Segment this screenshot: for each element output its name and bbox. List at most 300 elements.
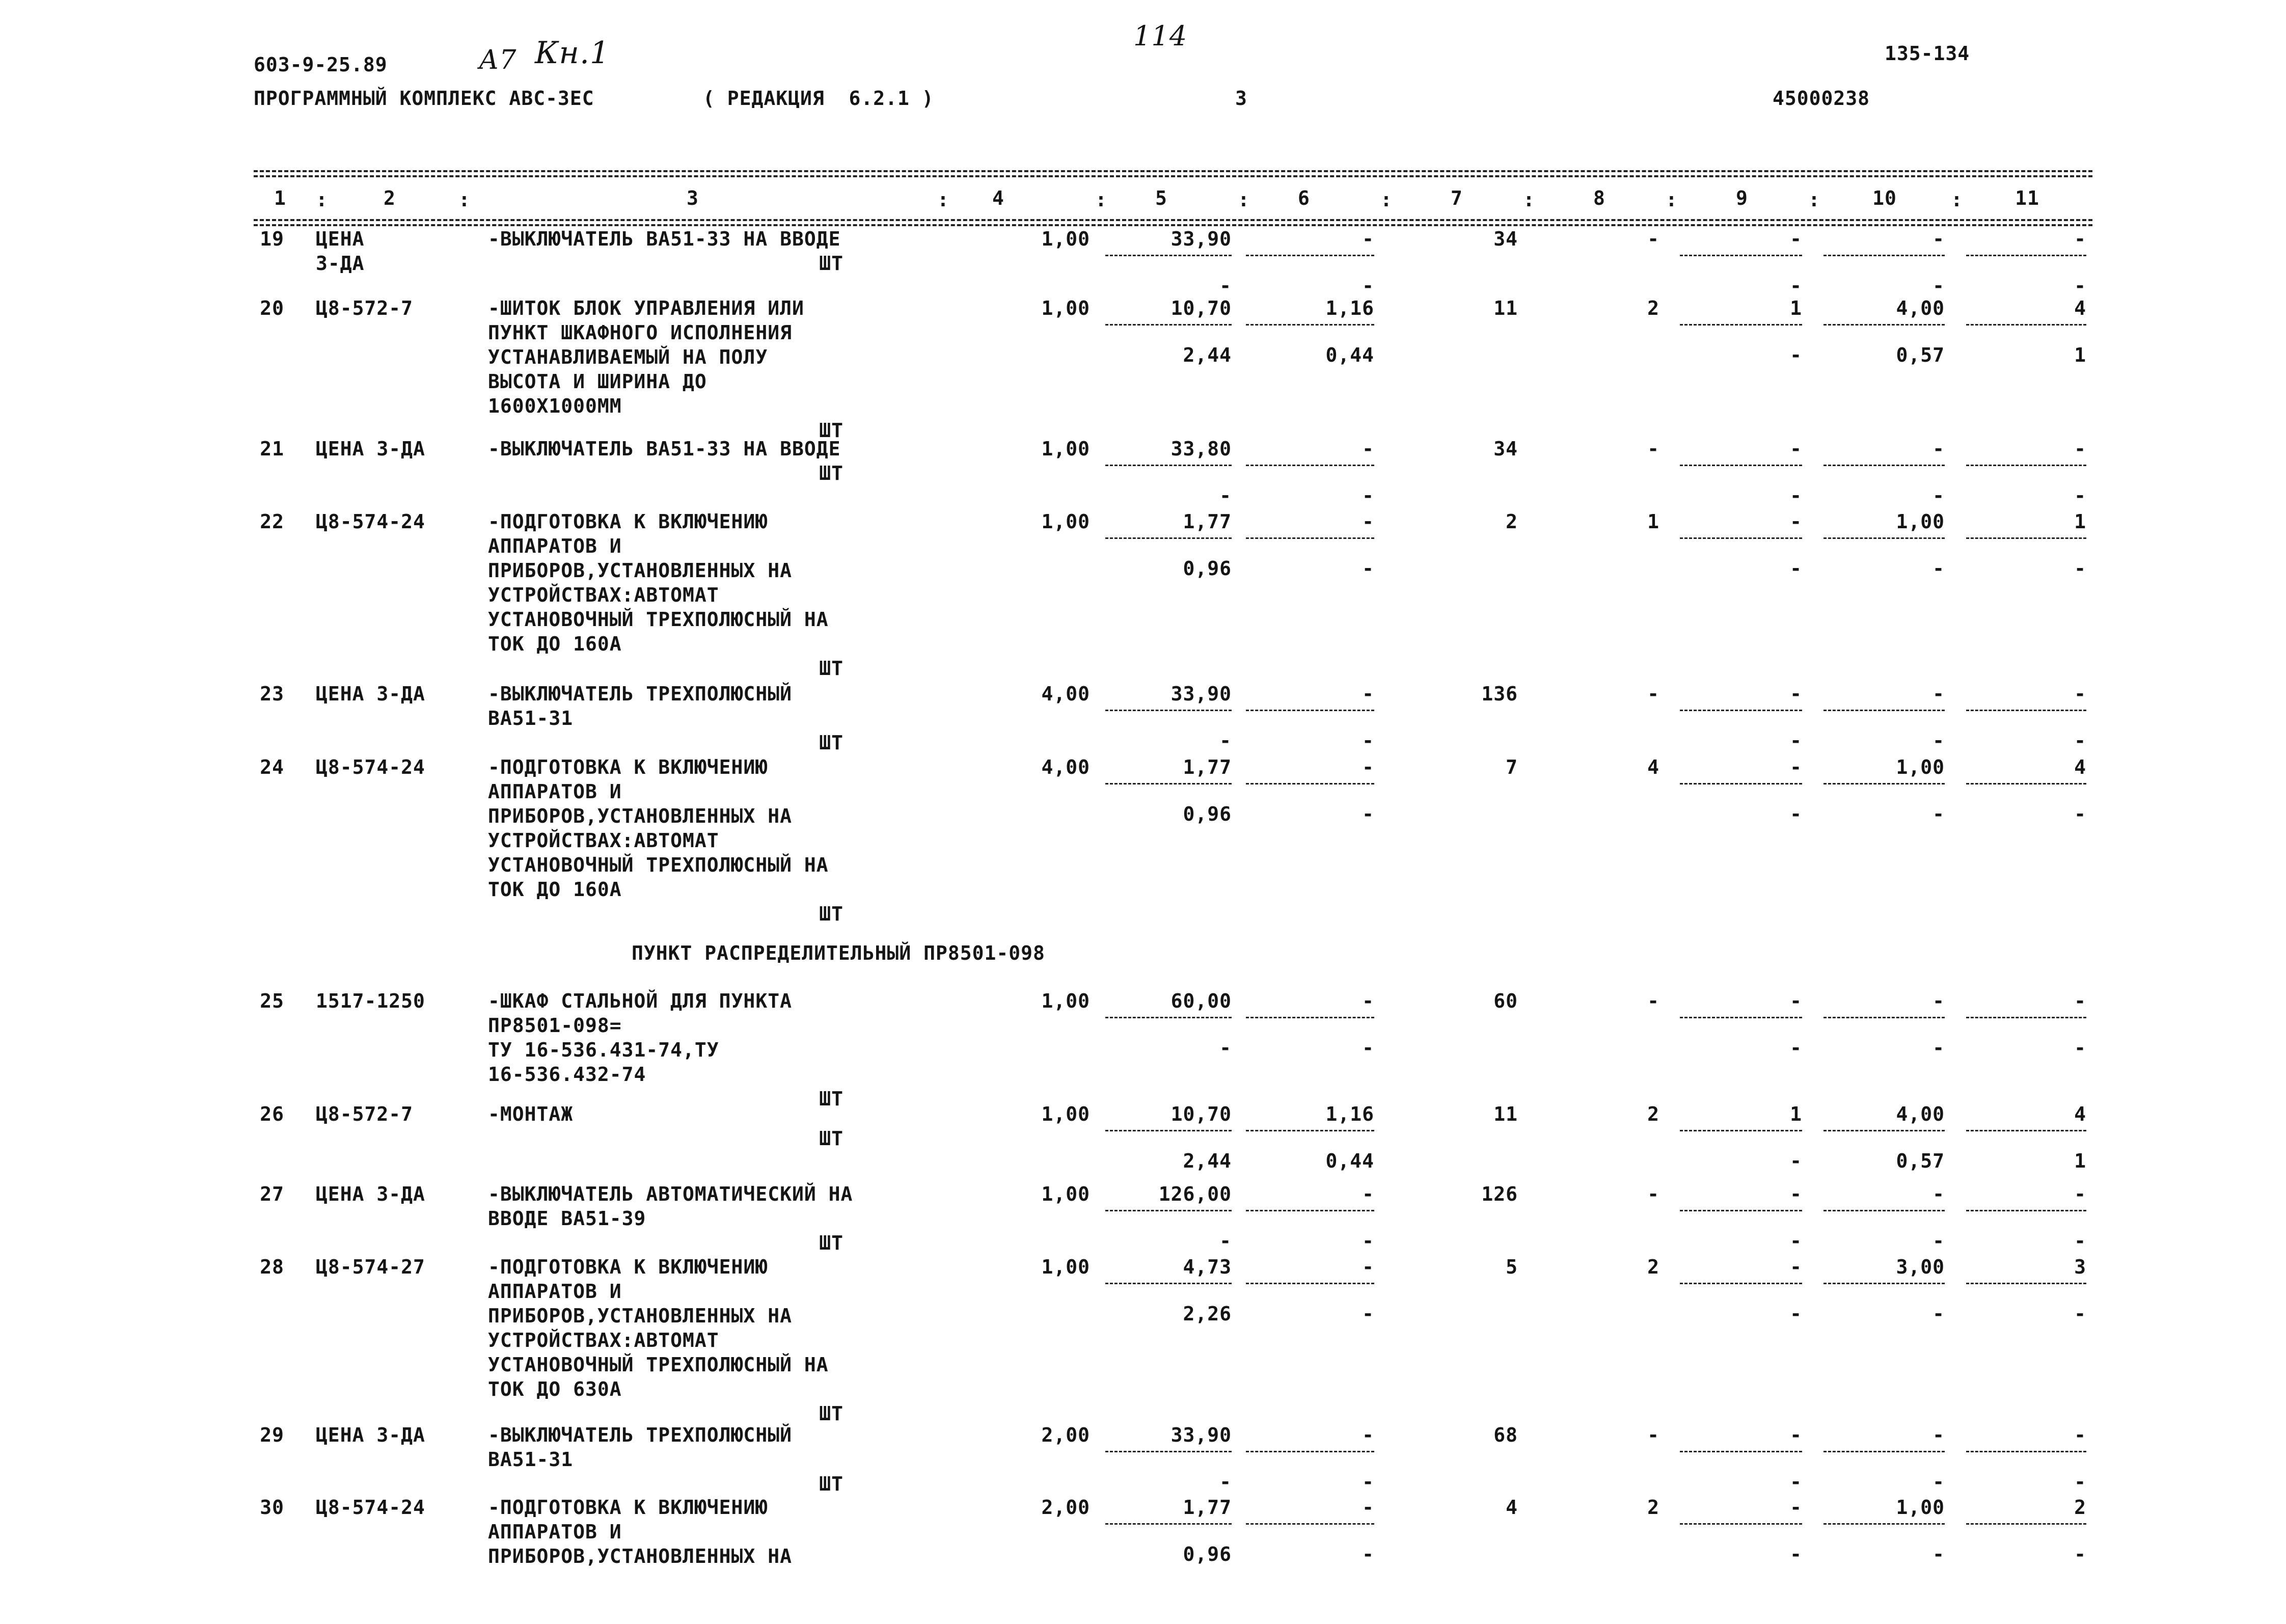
col9-sub: - — [1790, 1543, 1802, 1565]
table-top-rule-2 — [254, 175, 2092, 177]
unit-cost-wage: 0,96 — [1183, 1543, 1232, 1565]
col9-sub: - — [1790, 1150, 1802, 1172]
resource-code: ЦЕНА — [316, 228, 365, 250]
column-separator: : — [1808, 188, 1820, 211]
column-header-6: 6 — [1298, 187, 1310, 209]
machine-labor: - — [1933, 1230, 1945, 1252]
total-labor: 4 — [2074, 1103, 2086, 1125]
header-bottom-rule-2 — [254, 224, 2092, 226]
machine-labor: - — [1933, 1543, 1945, 1565]
column-separator: : — [1238, 188, 1249, 211]
col9-value: 1 — [1790, 297, 1802, 319]
subtotal-rule — [1246, 710, 1374, 711]
item-description: АППАРАТОВ И — [488, 780, 622, 803]
item-description: -МОНТАЖ — [488, 1103, 574, 1125]
total-labor: 1 — [2074, 510, 2086, 533]
item-description: УСТРОЙСТВАХ:АВТОМАТ — [488, 584, 719, 606]
row-number: 28 — [260, 1256, 284, 1278]
labor-hours: 4,00 — [1896, 297, 1945, 319]
total-labor: - — [2074, 1424, 2086, 1446]
subtotal-rule — [1966, 783, 2086, 784]
total-cost: 2 — [1506, 510, 1518, 533]
subtotal-rule — [1680, 537, 1802, 539]
col9-value: - — [1790, 438, 1802, 460]
total-cost: 34 — [1493, 228, 1518, 250]
total-labor: - — [2074, 438, 2086, 460]
page-no: 3 — [1235, 87, 1247, 110]
subtotal-rule — [1246, 783, 1374, 784]
col9-value: - — [1790, 1183, 1802, 1205]
item-description: -ПОДГОТОВКА К ВКЛЮЧЕНИЮ — [488, 1256, 768, 1278]
column-header-11: 11 — [2015, 187, 2039, 209]
col9-value: 1 — [1790, 1103, 1802, 1125]
table-top-rule — [254, 170, 2092, 172]
labor-hours: - — [1933, 438, 1945, 460]
quantity: 1,00 — [1041, 990, 1090, 1012]
item-description: ТОК ДО 630А — [488, 1378, 622, 1400]
quantity: 1,00 — [1041, 228, 1090, 250]
total-wage: 2 — [1647, 1256, 1659, 1278]
unit-cost: 33,90 — [1171, 1424, 1232, 1446]
item-description: -ВЫКЛЮЧАТЕЛЬ ТРЕХПОЛЮСНЫЙ — [488, 683, 792, 705]
subtotal-rule — [1105, 537, 1232, 539]
total-wage: 1 — [1647, 510, 1659, 533]
machine-labor: - — [1933, 1303, 1945, 1325]
unit-cost-wage: 2,26 — [1183, 1303, 1232, 1325]
subtotal-rule — [1246, 1210, 1374, 1211]
wage-cost: - — [1362, 683, 1374, 705]
column-separator: : — [937, 188, 949, 211]
labor-hours: 1,00 — [1896, 1496, 1945, 1519]
total-machine-labor: 1 — [2074, 344, 2086, 366]
wage-cost: - — [1362, 1496, 1374, 1519]
total-wage: - — [1647, 228, 1659, 250]
subtotal-rule — [1105, 710, 1232, 711]
resource-code: Ц8-574-24 — [316, 1496, 425, 1519]
subtotal-rule — [1246, 1017, 1374, 1018]
unit-cost-wage: - — [1219, 1471, 1232, 1493]
machine-labor: 0,57 — [1896, 344, 1945, 366]
item-description: УСТРОЙСТВАХ:АВТОМАТ — [488, 829, 719, 852]
row-number: 27 — [260, 1183, 284, 1205]
item-description: УСТАНОВОЧНЫЙ ТРЕХПОЛЮСНЫЙ НА — [488, 1354, 829, 1376]
row-number: 24 — [260, 756, 284, 778]
unit-of-measure: ШТ — [819, 1473, 843, 1495]
subtotal-rule — [1680, 1130, 1802, 1131]
labor-hours: 3,00 — [1896, 1256, 1945, 1278]
machine-labor: - — [1933, 484, 1945, 507]
column-separator: : — [1666, 188, 1677, 211]
quantity: 1,00 — [1041, 510, 1090, 533]
unit-cost: 60,00 — [1171, 990, 1232, 1012]
total-machine-labor: - — [2074, 1037, 2086, 1059]
column-header-7: 7 — [1451, 187, 1463, 209]
unit-of-measure: ШТ — [819, 732, 843, 754]
column-separator: : — [316, 188, 328, 211]
column-separator: : — [1380, 188, 1392, 211]
item-description: ТОК ДО 160А — [488, 878, 622, 901]
unit-cost-wage: 2,44 — [1183, 344, 1232, 366]
total-wage: - — [1647, 683, 1659, 705]
machine-wage: - — [1362, 275, 1374, 297]
item-description: ВЫСОТА И ШИРИНА ДО — [488, 370, 707, 393]
col9-value: - — [1790, 756, 1802, 778]
resource-code: Ц8-574-24 — [316, 756, 425, 778]
total-labor: - — [2074, 990, 2086, 1012]
item-description: -ВЫКЛЮЧАТЕЛЬ ВА51-33 НА ВВОДЕ — [488, 228, 841, 250]
wage-cost: - — [1362, 510, 1374, 533]
unit-of-measure: ШТ — [819, 1088, 843, 1110]
subtotal-rule — [1966, 1210, 2086, 1211]
subtotal-rule — [1966, 1451, 2086, 1452]
row-number: 26 — [260, 1103, 284, 1125]
edition: ( РЕДАКЦИЯ 6.2.1 ) — [703, 87, 934, 110]
total-machine-labor: - — [2074, 729, 2086, 752]
unit-of-measure: ШТ — [819, 1127, 843, 1150]
quantity: 1,00 — [1041, 1183, 1090, 1205]
unit-cost: 1,77 — [1183, 1496, 1232, 1519]
total-machine-labor: - — [2074, 1230, 2086, 1252]
column-separator: : — [1523, 188, 1535, 211]
subtotal-rule — [1105, 1210, 1232, 1211]
col9-value: - — [1790, 1496, 1802, 1519]
machine-wage: 0,44 — [1325, 344, 1374, 366]
wage-cost: 1,16 — [1325, 1103, 1374, 1125]
col9-sub: - — [1790, 484, 1802, 507]
labor-hours: - — [1933, 990, 1945, 1012]
quantity: 1,00 — [1041, 1256, 1090, 1278]
row-number: 30 — [260, 1496, 284, 1519]
labor-hours: 4,00 — [1896, 1103, 1945, 1125]
subtotal-rule — [1824, 255, 1945, 256]
subtotal-rule — [1246, 255, 1374, 256]
item-description: ТУ 16-536.431-74,ТУ — [488, 1039, 719, 1061]
total-machine-labor: - — [2074, 484, 2086, 507]
subtotal-rule — [1966, 537, 2086, 539]
subtotal-rule — [1824, 1283, 1945, 1284]
subtotal-rule — [1105, 1283, 1232, 1284]
subtotal-rule — [1680, 783, 1802, 784]
col9-sub: - — [1790, 803, 1802, 825]
total-machine-labor: - — [2074, 275, 2086, 297]
col9-value: - — [1790, 683, 1802, 705]
column-header-1: 1 — [274, 187, 286, 209]
item-description: ВА51-31 — [488, 707, 574, 729]
row-number: 29 — [260, 1424, 284, 1446]
item-description: -ВЫКЛЮЧАТЕЛЬ ТРЕХПОЛЮСНЫЙ — [488, 1424, 792, 1446]
machine-labor: 0,57 — [1896, 1150, 1945, 1172]
subtotal-rule — [1966, 255, 2086, 256]
total-labor: - — [2074, 228, 2086, 250]
subtotal-rule — [1966, 1283, 2086, 1284]
unit-of-measure: ШТ — [819, 1232, 843, 1254]
total-wage: 2 — [1647, 297, 1659, 319]
item-description: 16-536.432-74 — [488, 1063, 646, 1086]
column-separator: : — [1951, 188, 1963, 211]
unit-cost: 33,90 — [1171, 683, 1232, 705]
subtotal-rule — [1105, 255, 1232, 256]
row-number: 19 — [260, 228, 284, 250]
resource-code: Ц8-572-7 — [316, 297, 414, 319]
row-number: 21 — [260, 438, 284, 460]
machine-wage: 0,44 — [1325, 1150, 1374, 1172]
subtotal-rule — [1680, 1017, 1802, 1018]
album-mark: А7 — [479, 45, 517, 75]
total-cost: 7 — [1506, 756, 1518, 778]
item-description: АППАРАТОВ И — [488, 1280, 622, 1303]
quantity: 4,00 — [1041, 683, 1090, 705]
total-wage: - — [1647, 438, 1659, 460]
header-bottom-rule — [254, 219, 2092, 221]
resource-code: ЦЕНА 3-ДА — [316, 1424, 425, 1446]
subtotal-rule — [1824, 1523, 1945, 1525]
resource-code: ЦЕНА 3-ДА — [316, 683, 425, 705]
machine-wage: - — [1362, 1471, 1374, 1493]
total-machine-labor: - — [2074, 1471, 2086, 1493]
subtotal-rule — [1824, 537, 1945, 539]
item-description: ТОК ДО 160А — [488, 633, 622, 655]
column-header-3: 3 — [687, 187, 699, 209]
machine-labor: - — [1933, 275, 1945, 297]
wage-cost: - — [1362, 1183, 1374, 1205]
item-description: ПРИБОРОВ,УСТАНОВЛЕННЫХ НА — [488, 1305, 792, 1327]
resource-code: Ц8-574-24 — [316, 510, 425, 533]
total-labor: - — [2074, 683, 2086, 705]
total-cost: 68 — [1493, 1424, 1518, 1446]
item-description: -ПОДГОТОВКА К ВКЛЮЧЕНИЮ — [488, 756, 768, 778]
total-labor: - — [2074, 1183, 2086, 1205]
row-number: 23 — [260, 683, 284, 705]
unit-cost: 1,77 — [1183, 510, 1232, 533]
total-wage: - — [1647, 990, 1659, 1012]
col9-sub: - — [1790, 344, 1802, 366]
unit-cost: 1,77 — [1183, 756, 1232, 778]
column-separator: : — [458, 188, 470, 211]
subtotal-rule — [1824, 324, 1945, 326]
quantity: 2,00 — [1041, 1496, 1090, 1519]
resource-code: Ц8-574-27 — [316, 1256, 425, 1278]
doc-code: 603-9-25.89 — [254, 53, 388, 76]
subtotal-rule — [1246, 465, 1374, 466]
quantity: 1,00 — [1041, 1103, 1090, 1125]
subtotal-rule — [1105, 1130, 1232, 1131]
unit-cost: 4,73 — [1183, 1256, 1232, 1278]
total-wage: - — [1647, 1183, 1659, 1205]
subtotal-rule — [1966, 1130, 2086, 1131]
resource-code: 3-ДА — [316, 252, 365, 275]
subtotal-rule — [1105, 1523, 1232, 1525]
row-number: 20 — [260, 297, 284, 319]
item-description: ПРИБОРОВ,УСТАНОВЛЕННЫХ НА — [488, 1545, 792, 1567]
unit-cost-wage: 0,96 — [1183, 557, 1232, 580]
column-separator: : — [1095, 188, 1107, 211]
subtotal-rule — [1246, 1130, 1374, 1131]
machine-wage: - — [1362, 1230, 1374, 1252]
machine-wage: - — [1362, 1303, 1374, 1325]
program-title: ПРОГРАММНЫЙ КОМПЛЕКС АВС-ЗЕС — [254, 87, 594, 110]
subtotal-rule — [1246, 537, 1374, 539]
resource-code: ЦЕНА 3-ДА — [316, 1183, 425, 1205]
unit-cost-wage: 0,96 — [1183, 803, 1232, 825]
item-description: -ВЫКЛЮЧАТЕЛЬ ВА51-33 НА ВВОДЕ — [488, 438, 841, 460]
item-description: -ШИТОК БЛОК УПРАВЛЕНИЯ ИЛИ — [488, 297, 804, 319]
wage-cost: - — [1362, 438, 1374, 460]
subtotal-rule — [1246, 1523, 1374, 1525]
subtotal-rule — [1105, 465, 1232, 466]
unit-cost: 10,70 — [1171, 1103, 1232, 1125]
unit-cost: 33,90 — [1171, 228, 1232, 250]
row-number: 25 — [260, 990, 284, 1012]
subtotal-rule — [1246, 324, 1374, 326]
quantity: 2,00 — [1041, 1424, 1090, 1446]
subtotal-rule — [1680, 255, 1802, 256]
machine-labor: - — [1933, 557, 1945, 580]
unit-cost: 10,70 — [1171, 297, 1232, 319]
total-labor: 4 — [2074, 297, 2086, 319]
labor-hours: - — [1933, 1183, 1945, 1205]
subtotal-rule — [1966, 1017, 2086, 1018]
row-number: 22 — [260, 510, 284, 533]
sheet-code: 135-134 — [1885, 42, 1970, 65]
column-header-9: 9 — [1736, 187, 1748, 209]
machine-wage: - — [1362, 1037, 1374, 1059]
labor-hours: - — [1933, 228, 1945, 250]
unit-of-measure: ШТ — [819, 1402, 843, 1425]
subtotal-rule — [1105, 783, 1232, 784]
column-header-4: 4 — [992, 187, 1004, 209]
item-description: -ПОДГОТОВКА К ВКЛЮЧЕНИЮ — [488, 1496, 768, 1519]
column-header-10: 10 — [1872, 187, 1897, 209]
wage-cost: - — [1362, 228, 1374, 250]
subtotal-rule — [1966, 1523, 2086, 1525]
item-description: ВА51-31 — [488, 1448, 574, 1471]
total-labor: 2 — [2074, 1496, 2086, 1519]
book-mark: Кн.1 — [535, 35, 610, 71]
subtotal-rule — [1824, 1210, 1945, 1211]
unit-cost-wage: 2,44 — [1183, 1150, 1232, 1172]
subtotal-rule — [1246, 1451, 1374, 1452]
item-description: ПУНКТ ШКАФНОГО ИСПОЛНЕНИЯ — [488, 321, 792, 344]
item-description: -ШКАФ СТАЛЬНОЙ ДЛЯ ПУНКТА — [488, 990, 792, 1012]
machine-labor: - — [1933, 803, 1945, 825]
machine-wage: - — [1362, 729, 1374, 752]
unit-cost-wage: - — [1219, 1230, 1232, 1252]
col9-sub: - — [1790, 275, 1802, 297]
subtotal-rule — [1680, 465, 1802, 466]
subtotal-rule — [1966, 324, 2086, 326]
machine-labor: - — [1933, 1037, 1945, 1059]
total-cost: 5 — [1506, 1256, 1518, 1278]
unit-cost: 126,00 — [1158, 1183, 1232, 1205]
col9-sub: - — [1790, 557, 1802, 580]
col9-value: - — [1790, 228, 1802, 250]
subtotal-rule — [1105, 324, 1232, 326]
quantity: 1,00 — [1041, 438, 1090, 460]
col9-sub: - — [1790, 1303, 1802, 1325]
col9-value: - — [1790, 1424, 1802, 1446]
col9-sub: - — [1790, 1037, 1802, 1059]
item-description: УСТАНОВОЧНЫЙ ТРЕХПОЛЮСНЫЙ НА — [488, 608, 829, 631]
unit-of-measure: ШТ — [819, 462, 843, 484]
total-cost: 34 — [1493, 438, 1518, 460]
column-header-5: 5 — [1155, 187, 1167, 209]
subtotal-rule — [1680, 1451, 1802, 1452]
item-description: -ПОДГОТОВКА К ВКЛЮЧЕНИЮ — [488, 510, 768, 533]
total-machine-labor: - — [2074, 1303, 2086, 1325]
item-description: -ВЫКЛЮЧАТЕЛЬ АВТОМАТИЧЕСКИЙ НА — [488, 1183, 853, 1205]
col9-sub: - — [1790, 1471, 1802, 1493]
unit-cost-wage: - — [1219, 275, 1232, 297]
item-description: ПРИБОРОВ,УСТАНОВЛЕННЫХ НА — [488, 805, 792, 827]
machine-wage: - — [1362, 803, 1374, 825]
subtotal-rule — [1824, 783, 1945, 784]
wage-cost: 1,16 — [1325, 297, 1374, 319]
item-description: ВВОДЕ ВА51-39 — [488, 1207, 646, 1230]
quantity: 4,00 — [1041, 756, 1090, 778]
quantity: 1,00 — [1041, 297, 1090, 319]
resource-code: ЦЕНА 3-ДА — [316, 438, 425, 460]
total-labor: 4 — [2074, 756, 2086, 778]
unit-cost: 33,80 — [1171, 438, 1232, 460]
subtotal-rule — [1680, 324, 1802, 326]
subtotal-rule — [1680, 1210, 1802, 1211]
col9-sub: - — [1790, 729, 1802, 752]
total-machine-labor: - — [2074, 1543, 2086, 1565]
total-cost: 60 — [1493, 990, 1518, 1012]
item-description: ПРИБОРОВ,УСТАНОВЛЕННЫХ НА — [488, 559, 792, 582]
subtotal-rule — [1680, 710, 1802, 711]
page-number-handwritten: 114 — [1133, 20, 1188, 52]
item-description: УСТАНАВЛИВАЕМЫЙ НА ПОЛУ — [488, 346, 768, 368]
unit-of-measure: ШТ — [819, 419, 843, 442]
labor-hours: 1,00 — [1896, 510, 1945, 533]
column-header-8: 8 — [1593, 187, 1605, 209]
total-wage: 2 — [1647, 1496, 1659, 1519]
unit-cost-wage: - — [1219, 484, 1232, 507]
unit-cost-wage: - — [1219, 1037, 1232, 1059]
total-machine-labor: 1 — [2074, 1150, 2086, 1172]
machine-labor: - — [1933, 1471, 1945, 1493]
subtotal-rule — [1680, 1283, 1802, 1284]
item-description: АППАРАТОВ И — [488, 535, 622, 557]
wage-cost: - — [1362, 990, 1374, 1012]
item-description: УСТАНОВОЧНЫЙ ТРЕХПОЛЮСНЫЙ НА — [488, 854, 829, 876]
subtotal-rule — [1966, 710, 2086, 711]
machine-wage: - — [1362, 557, 1374, 580]
resource-code: Ц8-572-7 — [316, 1103, 414, 1125]
total-cost: 11 — [1493, 1103, 1518, 1125]
total-wage: - — [1647, 1424, 1659, 1446]
labor-hours: - — [1933, 1424, 1945, 1446]
resource-code: 1517-1250 — [316, 990, 425, 1012]
subtotal-rule — [1824, 465, 1945, 466]
wage-cost: - — [1362, 1424, 1374, 1446]
subtotal-rule — [1824, 1451, 1945, 1452]
total-cost: 126 — [1481, 1183, 1518, 1205]
subtotal-rule — [1680, 1523, 1802, 1525]
doc-id: 45000238 — [1773, 87, 1870, 110]
col9-value: - — [1790, 990, 1802, 1012]
wage-cost: - — [1362, 756, 1374, 778]
labor-hours: - — [1933, 683, 1945, 705]
subtotal-rule — [1966, 465, 2086, 466]
machine-wage: - — [1362, 1543, 1374, 1565]
machine-wage: - — [1362, 484, 1374, 507]
total-labor: 3 — [2074, 1256, 2086, 1278]
total-cost: 136 — [1481, 683, 1518, 705]
item-description: АППАРАТОВ И — [488, 1521, 622, 1543]
total-wage: 4 — [1647, 756, 1659, 778]
